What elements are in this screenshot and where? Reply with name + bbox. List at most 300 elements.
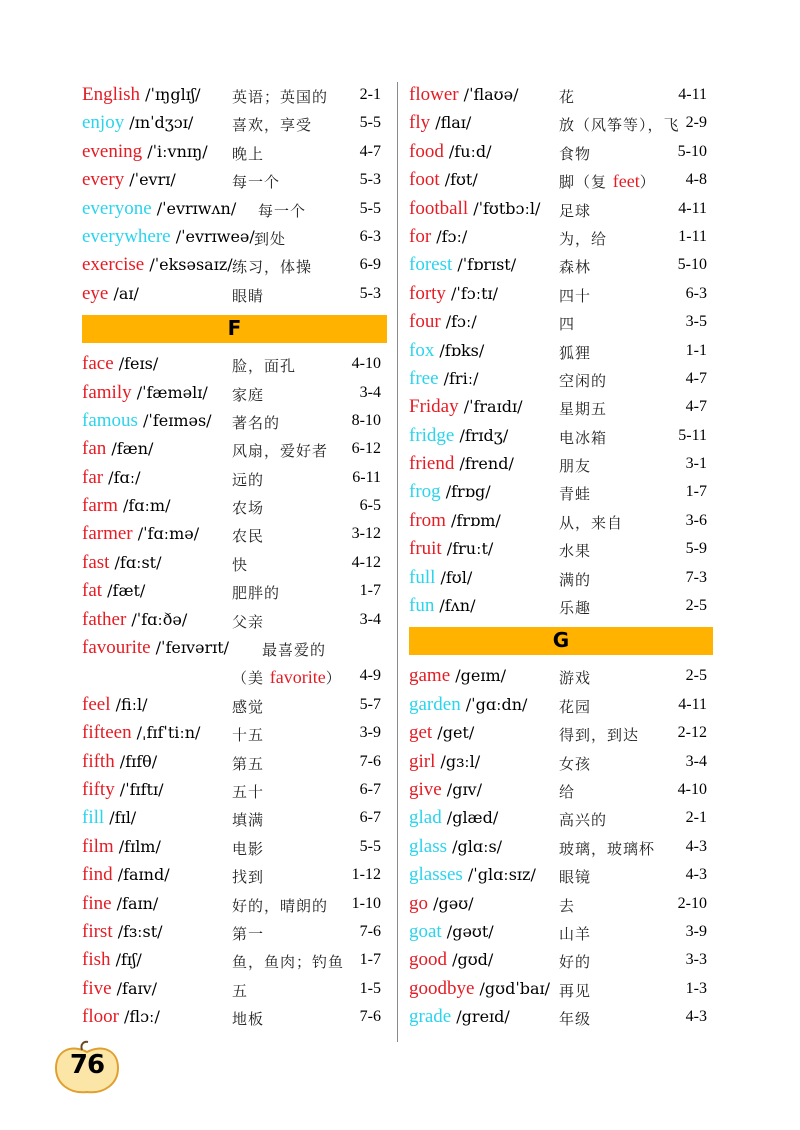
meaning-text: 女孩 — [559, 754, 592, 773]
english-word: food — [409, 140, 444, 162]
meaning-text: 英语；英国的 — [232, 88, 329, 106]
english-word: go — [409, 892, 428, 914]
english-word: enjoy — [82, 112, 125, 134]
english-word: family — [82, 381, 132, 403]
phonetic-transcription: /ˈfɔːtɪ/ — [445, 283, 499, 303]
unit-lesson-number: 5-3 — [359, 171, 381, 189]
entry-headword — [82, 523, 199, 545]
vocab-entry — [409, 536, 713, 564]
phonetic-transcription: /ˈfɑːmə/ — [132, 524, 200, 544]
phonetic-transcription: /gʊdˈbaɪ/ — [474, 978, 551, 998]
meaning-text: 远的 — [232, 470, 265, 489]
unit-lesson-number: 5-7 — [359, 695, 381, 713]
phonetic-transcription: /fɪʃ/ — [110, 950, 142, 970]
english-word: film — [82, 835, 114, 857]
phonetic-transcription: /ˈeksəsaɪz/ — [144, 255, 233, 275]
chinese-meaning — [559, 256, 591, 277]
variant-form: feet — [612, 171, 640, 192]
unit-lesson-number: 3-5 — [685, 313, 707, 331]
meaning-text: 四 — [559, 315, 576, 334]
english-word: goat — [409, 920, 442, 942]
chinese-meaning — [559, 483, 591, 504]
unit-lesson-number: 4-12 — [351, 553, 381, 571]
chinese-meaning — [232, 86, 328, 107]
unit-lesson-number: 2-9 — [685, 114, 707, 132]
vocab-entry — [409, 1004, 713, 1032]
entry-headword — [82, 722, 200, 744]
unit-lesson-number: 4-11 — [678, 695, 707, 713]
chinese-meaning — [559, 597, 591, 618]
entry-headword — [409, 949, 493, 971]
unit-lesson-number: 6-5 — [359, 497, 381, 515]
unit-lesson-number: 5-10 — [677, 142, 707, 160]
chinese-meaning — [559, 724, 639, 745]
meaning-text: 农民 — [232, 527, 265, 546]
meaning-text: 放（风筝等），飞 — [559, 116, 680, 135]
phonetic-transcription: /faɪv/ — [111, 978, 158, 998]
meaning-text: 森林 — [559, 258, 592, 277]
unit-lesson-number: 2-12 — [677, 724, 707, 742]
vocab-entry — [409, 593, 713, 621]
unit-lesson-number: 4-7 — [685, 398, 707, 416]
vocab-entry — [409, 976, 713, 1004]
vocab-entry — [409, 110, 713, 138]
entry-headword — [409, 722, 474, 744]
meaning-text: 脚（复 — [559, 173, 613, 192]
phonetic-transcription: /gəʊt/ — [441, 921, 494, 941]
chinese-meaning — [232, 114, 312, 135]
unit-lesson-number: 3-3 — [685, 951, 707, 969]
unit-lesson-number: 4-3 — [685, 837, 707, 855]
vocab-entry — [409, 720, 713, 748]
english-word: fill — [82, 807, 105, 829]
phonetic-transcription: /fɑː/ — [103, 467, 141, 487]
meaning-text: 喜欢，享受 — [232, 116, 313, 135]
unit-lesson-number: 6-11 — [352, 468, 381, 486]
vocab-entry — [82, 465, 387, 493]
entry-headword — [409, 510, 501, 532]
entry-headword — [409, 311, 477, 333]
meaning-text: 星期五 — [559, 400, 608, 419]
entry-headword — [409, 864, 536, 886]
phonetic-transcription: /fæt/ — [102, 581, 146, 601]
entry-headword — [82, 353, 158, 375]
meaning-suffix: ） — [639, 173, 656, 192]
meaning-text: 每一个 — [258, 201, 307, 220]
vocab-entry — [82, 252, 387, 280]
meaning-text: 最喜爱的 — [262, 641, 327, 660]
meaning-text: 食物 — [559, 144, 592, 163]
meaning-text: 游戏 — [559, 669, 592, 688]
unit-lesson-number: 5-9 — [685, 540, 707, 558]
vocab-entry — [409, 565, 713, 593]
meaning-text: 电影 — [232, 839, 265, 858]
chinese-meaning — [232, 724, 264, 745]
phonetic-transcription: /frɒm/ — [445, 510, 501, 530]
unit-lesson-number: 7-6 — [359, 752, 381, 770]
meaning-text: 十五 — [232, 726, 265, 745]
chinese-meaning — [559, 781, 575, 802]
entry-headword — [409, 807, 498, 829]
english-word: fridge — [409, 424, 455, 446]
chinese-meaning — [232, 696, 264, 717]
english-word: fish — [82, 949, 111, 971]
entry-headword — [82, 467, 141, 489]
phonetic-transcription: /fæn/ — [106, 439, 154, 459]
chinese-meaning — [232, 611, 264, 632]
meaning-text: （美 — [232, 669, 270, 688]
english-word: Friday — [409, 396, 459, 418]
vocab-entry — [82, 805, 387, 833]
unit-lesson-number: 1-7 — [359, 951, 381, 969]
english-word: every — [82, 169, 125, 191]
entry-headword — [82, 382, 208, 404]
english-word: English — [82, 84, 141, 105]
meaning-text: 眼睛 — [232, 286, 265, 305]
phonetic-transcription: /gɜːl/ — [435, 751, 481, 771]
vocab-entry — [82, 436, 387, 464]
unit-lesson-number: 4-3 — [685, 866, 707, 884]
unit-lesson-number: 1-7 — [359, 582, 381, 600]
english-word: free — [409, 367, 439, 389]
chinese-meaning — [232, 285, 264, 306]
phonetic-transcription: /flɔː/ — [118, 1007, 160, 1027]
entry-headword — [409, 751, 480, 773]
meaning-text: 水果 — [559, 542, 592, 561]
chinese-meaning — [559, 667, 591, 688]
vocab-entry — [82, 167, 387, 195]
entry-headword — [409, 283, 498, 305]
chinese-meaning — [232, 384, 264, 405]
unit-lesson-number: 6-12 — [351, 440, 381, 458]
unit-lesson-number: 2-5 — [685, 597, 707, 615]
english-word: everywhere — [82, 225, 171, 247]
entry-headword — [82, 254, 233, 276]
chinese-meaning — [559, 1008, 591, 1029]
unit-lesson-number: 6-3 — [685, 284, 707, 302]
phonetic-transcription: /fruːt/ — [441, 539, 494, 559]
phonetic-transcription: /greɪd/ — [451, 1007, 510, 1027]
phonetic-transcription: /ˈevrɪ/ — [124, 170, 176, 190]
phonetic-transcription: /gɪv/ — [441, 779, 482, 799]
vocab-entry — [409, 394, 713, 422]
meaning-text: 填满 — [232, 811, 265, 830]
chinese-meaning — [559, 866, 591, 887]
english-word: forest — [409, 254, 453, 276]
phonetic-transcription: /fiːl/ — [110, 694, 148, 714]
entry-headword — [409, 779, 482, 801]
vocab-entry — [409, 947, 713, 975]
english-word: frog — [409, 481, 441, 503]
unit-lesson-number: 3-4 — [359, 383, 381, 401]
unit-lesson-number: 5-5 — [359, 837, 381, 855]
entry-headword — [82, 949, 142, 971]
entry-headword — [82, 198, 236, 220]
phonetic-transcription: /ˈfʊtbɔːl/ — [468, 198, 541, 218]
english-word: fat — [82, 580, 103, 602]
chinese-meaning — [559, 696, 591, 717]
meaning-text: 好的，晴朗的 — [232, 896, 329, 915]
phonetic-transcription: /aɪ/ — [108, 283, 139, 303]
unit-lesson-number: 4-8 — [685, 171, 707, 189]
vocab-entry — [409, 423, 713, 451]
unit-lesson-number: 4-11 — [678, 86, 707, 103]
meaning-text: 花园 — [559, 697, 592, 716]
chinese-meaning — [232, 951, 344, 972]
variant-form: favorite — [269, 667, 326, 688]
phonetic-transcription: /geɪm/ — [450, 666, 507, 686]
english-word: for — [409, 225, 432, 247]
unit-lesson-number: 1-11 — [678, 227, 707, 245]
chinese-meaning — [232, 469, 264, 490]
meaning-text: 第一 — [232, 924, 265, 943]
entry-headword — [82, 751, 157, 773]
section-letter: F — [227, 316, 242, 341]
phonetic-transcription: /fɑːm/ — [117, 496, 171, 516]
entry-headword — [82, 438, 153, 460]
english-word: give — [409, 778, 442, 800]
phonetic-transcription: /fɒks/ — [434, 340, 485, 360]
vocab-entry — [409, 663, 713, 691]
chinese-meaning — [559, 143, 591, 164]
left-column — [82, 82, 387, 1033]
entry-headword — [409, 481, 491, 503]
phonetic-transcription: /fʊt/ — [439, 170, 478, 190]
unit-lesson-number: 2-1 — [359, 86, 381, 103]
entry-headword — [82, 169, 176, 191]
meaning-text: 四十 — [559, 286, 592, 305]
entry-headword — [409, 112, 471, 134]
chinese-meaning — [232, 143, 264, 164]
meaning-text: 脸，面孔 — [232, 357, 297, 376]
english-word: fan — [82, 438, 107, 460]
english-word: game — [409, 665, 451, 687]
entry-headword — [82, 637, 229, 659]
vocab-entry — [82, 110, 387, 138]
vocab-entry — [82, 692, 387, 720]
chinese-meaning — [232, 753, 264, 774]
page-number: 76 — [69, 1050, 105, 1080]
phonetic-transcription: /fɪl/ — [104, 808, 137, 828]
entry-headword — [409, 921, 494, 943]
vocab-entry — [82, 408, 387, 436]
unit-lesson-number: 7-6 — [359, 1008, 381, 1026]
chinese-meaning — [232, 582, 280, 603]
meaning-text: 朋友 — [559, 457, 592, 476]
phonetic-transcription: /fɪlm/ — [113, 836, 161, 856]
entry-headword — [409, 169, 478, 191]
entry-headword — [409, 425, 508, 447]
vocab-entry — [409, 508, 713, 536]
entry-headword — [82, 283, 139, 305]
vocab-entry — [82, 720, 387, 748]
chinese-meaning — [232, 554, 248, 575]
meaning-text: 父亲 — [232, 612, 265, 631]
phonetic-transcription: /fɑːst/ — [109, 552, 162, 572]
meaning-text: 青蛙 — [559, 485, 592, 504]
chinese-meaning — [559, 200, 591, 221]
english-word: farmer — [82, 523, 133, 545]
chinese-meaning — [559, 370, 607, 391]
unit-lesson-number: 5-5 — [359, 114, 381, 132]
chinese-meaning — [559, 86, 575, 107]
vocab-entry — [409, 777, 713, 805]
vocab-entry — [409, 891, 713, 919]
vocab-entry — [409, 281, 713, 309]
vocab-entry — [409, 252, 713, 280]
english-word: four — [409, 311, 441, 333]
chinese-meaning — [559, 951, 591, 972]
english-word: farm — [82, 495, 118, 517]
chinese-meaning — [232, 1008, 264, 1029]
phonetic-transcription: /gəʊ/ — [428, 893, 474, 913]
vocab-entry — [82, 1004, 387, 1032]
chinese-meaning — [232, 171, 280, 192]
vocab-entry — [409, 919, 713, 947]
vocab-entry — [409, 139, 713, 167]
chinese-meaning — [254, 228, 286, 249]
vocab-entry — [82, 82, 387, 110]
phonetic-transcription: /ˌfɪfˈtiːn/ — [131, 723, 201, 743]
phonetic-transcription: /gʊd/ — [447, 950, 494, 970]
chinese-meaning — [232, 667, 342, 688]
phonetic-transcription: /ɪnˈdʒɔɪ/ — [124, 113, 194, 133]
phonetic-transcription: /ˈfraɪdɪ/ — [458, 397, 523, 417]
english-word: everyone — [82, 197, 152, 219]
phonetic-transcription: /frend/ — [454, 454, 514, 474]
meaning-text: 空闲的 — [559, 371, 608, 390]
english-word: fast — [82, 551, 110, 573]
entry-headword — [82, 921, 163, 943]
english-word: garden — [409, 693, 461, 715]
english-word: eye — [82, 282, 109, 304]
meaning-suffix: ） — [325, 669, 342, 688]
entry-headword — [82, 495, 170, 517]
phonetic-transcription: /ˈevrɪwʌn/ — [151, 198, 237, 218]
english-word: favourite — [82, 637, 151, 659]
english-word: fox — [409, 339, 435, 361]
english-word: football — [409, 197, 469, 219]
phonetic-transcription: /ˈevrɪweə/ — [170, 226, 255, 246]
english-word: get — [409, 722, 433, 744]
english-word: fifty — [82, 778, 115, 800]
phonetic-transcription: /ˈfeɪvərɪt/ — [150, 638, 230, 658]
unit-lesson-number: 7-6 — [359, 922, 381, 940]
meaning-text: 再见 — [559, 981, 592, 1000]
chinese-meaning — [232, 525, 264, 546]
entry-headword — [82, 978, 157, 1000]
entry-headword — [82, 112, 193, 134]
unit-lesson-number: 1-3 — [685, 979, 707, 997]
phonetic-transcription: /ˈfɒrɪst/ — [452, 255, 517, 275]
vocab-entry — [409, 196, 713, 224]
meaning-text: 得到，到达 — [559, 726, 640, 745]
phonetic-transcription: /flaɪ/ — [430, 113, 472, 133]
unit-lesson-number: 4-7 — [685, 369, 707, 387]
entry-headword — [82, 1006, 160, 1028]
phonetic-transcription: /fuːd/ — [443, 141, 492, 161]
english-word: grade — [409, 1006, 452, 1028]
unit-lesson-number: 6-7 — [359, 780, 381, 798]
phonetic-transcription: /fʌn/ — [434, 596, 476, 616]
entry-headword — [82, 410, 212, 432]
meaning-text: 山羊 — [559, 924, 592, 943]
phonetic-transcription: /faɪnd/ — [112, 865, 170, 885]
meaning-text: 家庭 — [232, 385, 265, 404]
phonetic-transcription: /ˈɪŋglɪʃ/ — [140, 85, 201, 104]
english-word: from — [409, 509, 446, 531]
phonetic-transcription: /ˈgɑːdn/ — [460, 694, 528, 714]
phonetic-transcription: /feɪs/ — [113, 354, 159, 374]
entry-headword — [409, 340, 484, 362]
section-letter: G — [552, 628, 570, 653]
entry-headword — [409, 453, 514, 475]
unit-lesson-number: 1-10 — [351, 894, 381, 912]
phonetic-transcription: /frɪdʒ/ — [454, 425, 509, 445]
entry-headword — [409, 198, 540, 220]
vocab-entry — [82, 976, 387, 1004]
chinese-meaning — [559, 114, 680, 135]
vocab-entry — [82, 891, 387, 919]
phonetic-transcription: /fɜːst/ — [112, 921, 163, 941]
english-word: girl — [409, 750, 436, 772]
page-number-badge — [52, 1040, 122, 1096]
unit-lesson-number: 3-1 — [685, 455, 707, 473]
chinese-meaning — [559, 838, 655, 859]
phonetic-transcription: /fʊl/ — [435, 567, 473, 587]
english-word: fifth — [82, 750, 115, 772]
entry-headword — [82, 807, 136, 829]
meaning-text: 乐趣 — [559, 599, 592, 618]
entry-headword — [409, 226, 467, 248]
chinese-meaning — [258, 200, 306, 221]
unit-lesson-number: 7-3 — [685, 568, 707, 586]
chinese-meaning — [232, 781, 264, 802]
vocab-entry — [82, 635, 387, 663]
phonetic-transcription: /frɒg/ — [440, 482, 491, 502]
english-word: goodbye — [409, 977, 475, 999]
english-word: fruit — [409, 538, 442, 560]
meaning-text: 年级 — [559, 1010, 592, 1029]
english-word: fly — [409, 112, 431, 134]
english-word: forty — [409, 282, 446, 304]
unit-lesson-number: 4-11 — [678, 199, 707, 217]
chinese-meaning — [232, 440, 328, 461]
chinese-meaning — [232, 980, 248, 1001]
chinese-meaning — [559, 228, 607, 249]
entry-headword — [409, 84, 518, 106]
chinese-meaning — [559, 171, 656, 192]
meaning-text: 好的 — [559, 953, 592, 972]
vocab-entry — [82, 351, 387, 379]
meaning-text: 练习，体操 — [232, 258, 313, 277]
entry-headword — [409, 254, 516, 276]
entry-headword — [82, 893, 158, 915]
english-word: exercise — [82, 254, 145, 276]
chinese-meaning — [559, 512, 623, 533]
vocab-entry — [82, 281, 387, 309]
meaning-text: 电冰箱 — [559, 428, 608, 447]
meaning-text: 为，给 — [559, 229, 608, 248]
unit-lesson-number: 3-9 — [685, 922, 707, 940]
vocab-entry — [82, 493, 387, 521]
entry-headword — [409, 1006, 510, 1028]
phonetic-transcription: /ˈflaʊə/ — [458, 85, 519, 104]
unit-lesson-number: 3-9 — [359, 724, 381, 742]
entry-headword — [409, 595, 475, 617]
entry-headword — [409, 368, 478, 390]
vocab-entry — [82, 139, 387, 167]
